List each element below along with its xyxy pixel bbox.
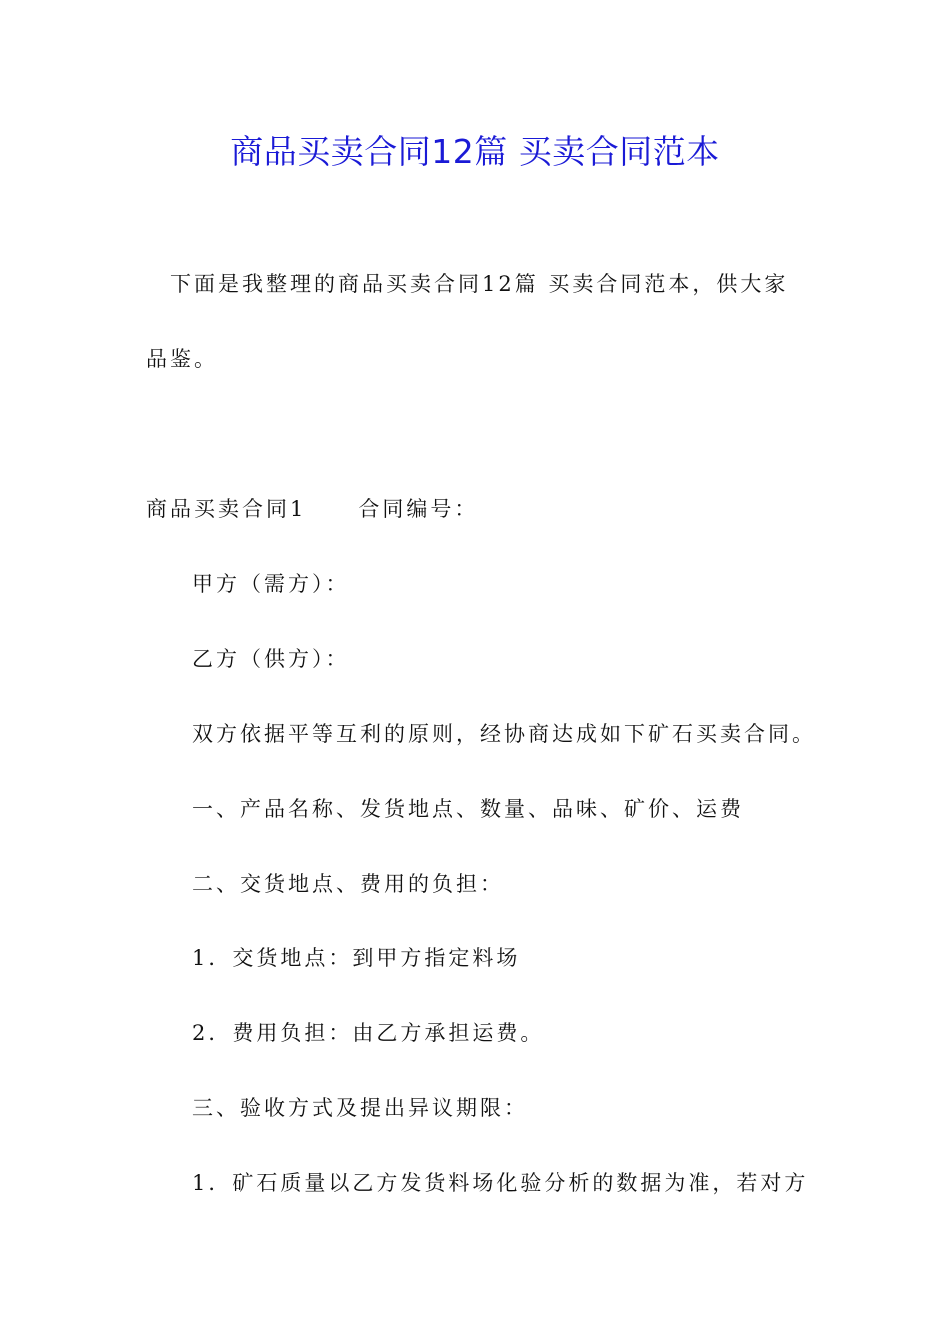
clause-3-item-1: 1．矿石质量以乙方发货料场化验分析的数据为准，若对方 — [192, 1171, 809, 1195]
clause-3-heading: 三、验收方式及提出异议期限： — [192, 1096, 528, 1120]
contract-heading-row — [146, 493, 478, 525]
clause-2-item-1: 1．交货地点：到甲方指定料场 — [192, 946, 521, 970]
party-a-line: 甲方（需方）： — [192, 572, 350, 596]
intro-line-2: 品鉴。 — [146, 347, 218, 371]
document-title: 商品买卖合同12篇 买卖合同范本 — [230, 132, 720, 171]
agreement-line: 双方依据平等互利的原则，经协商达成如下矿石买卖合同。 — [192, 722, 816, 746]
clause-2-item-2: 2．费用负担：由乙方承担运费。 — [192, 1021, 545, 1045]
party-b-line: 乙方（供方）： — [192, 647, 350, 671]
section-heading: 商品买卖合同1 — [146, 497, 307, 521]
intro-line-1: 下面是我整理的商品买卖合同12篇 买卖合同范本，供大家 — [170, 272, 789, 296]
contract-number-label: 合同编号： — [358, 497, 479, 521]
clause-2-heading: 二、交货地点、费用的负担： — [192, 872, 504, 896]
clause-1-heading: 一、产品名称、发货地点、数量、品味、矿价、运费 — [192, 797, 744, 821]
